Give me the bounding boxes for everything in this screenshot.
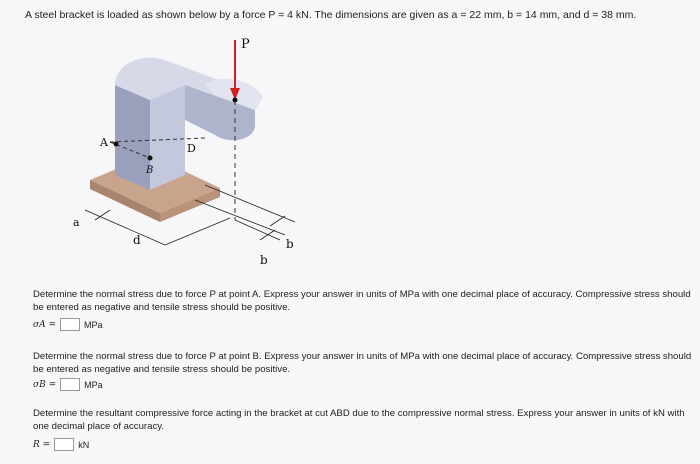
bracket-diagram [55,30,315,270]
answer-row-resultant [33,438,89,451]
problem-statement: A steel bracket is loaded as shown below by a force P = 4 kN. The dimensions are given as a = 22 mm, b = 14 mm, and d = 38 mm. [25,9,637,21]
question-3-text: Determine the resultant compressive force acting in the bracket at cut ABD due to the compressive normal stress. Express your answer in units of kN with one decimal place of accuracy. [33,408,685,432]
dim-tick-3 [270,216,285,226]
sigma-a-unit: MPa [84,319,103,330]
bracket-figure [55,30,315,270]
label-a: a [73,216,80,229]
dim-line-b [195,200,285,235]
label-B: B [146,165,154,176]
dim-line-b3 [235,220,280,240]
question-2-text: Determine the normal stress due to force P at point B. Express your answer in units of MPa with one decimal place of accuracy. Compressive stress should be entered as negative and tensile stress should be positive. [33,351,692,375]
point-A-marker [114,142,119,147]
dim-line-d [165,218,230,245]
label-A: A [100,136,108,149]
label-P: P [241,37,250,52]
sigma-b-symbol: σB = [33,379,57,390]
label-D: D [187,142,196,155]
sigma-a-input[interactable] [60,318,80,331]
load-point [233,98,238,103]
dim-line-b2 [205,185,295,222]
answer-row-sigma-a [33,318,103,331]
resultant-input[interactable] [54,438,74,451]
label-b-upper: b [286,237,294,251]
sigma-b-unit: MPa [84,379,103,390]
point-B-marker [148,156,153,161]
column-front [115,85,150,190]
resultant-unit: kN [78,439,90,450]
dim-tick-2 [260,230,275,240]
column-side [150,85,185,190]
sigma-b-input[interactable] [60,378,80,391]
sigma-a-symbol: σA = [33,319,57,330]
resultant-symbol: R = [33,439,51,450]
question-1-text: Determine the normal stress due to force P at point A. Express your answer in units of MPa with one decimal place of accuracy. Compressive stress should be entered as negative and tensile stress should be positive. [33,289,691,313]
label-d: d [133,233,141,247]
answer-row-sigma-b [33,378,103,391]
label-b-lower: b [260,253,268,267]
